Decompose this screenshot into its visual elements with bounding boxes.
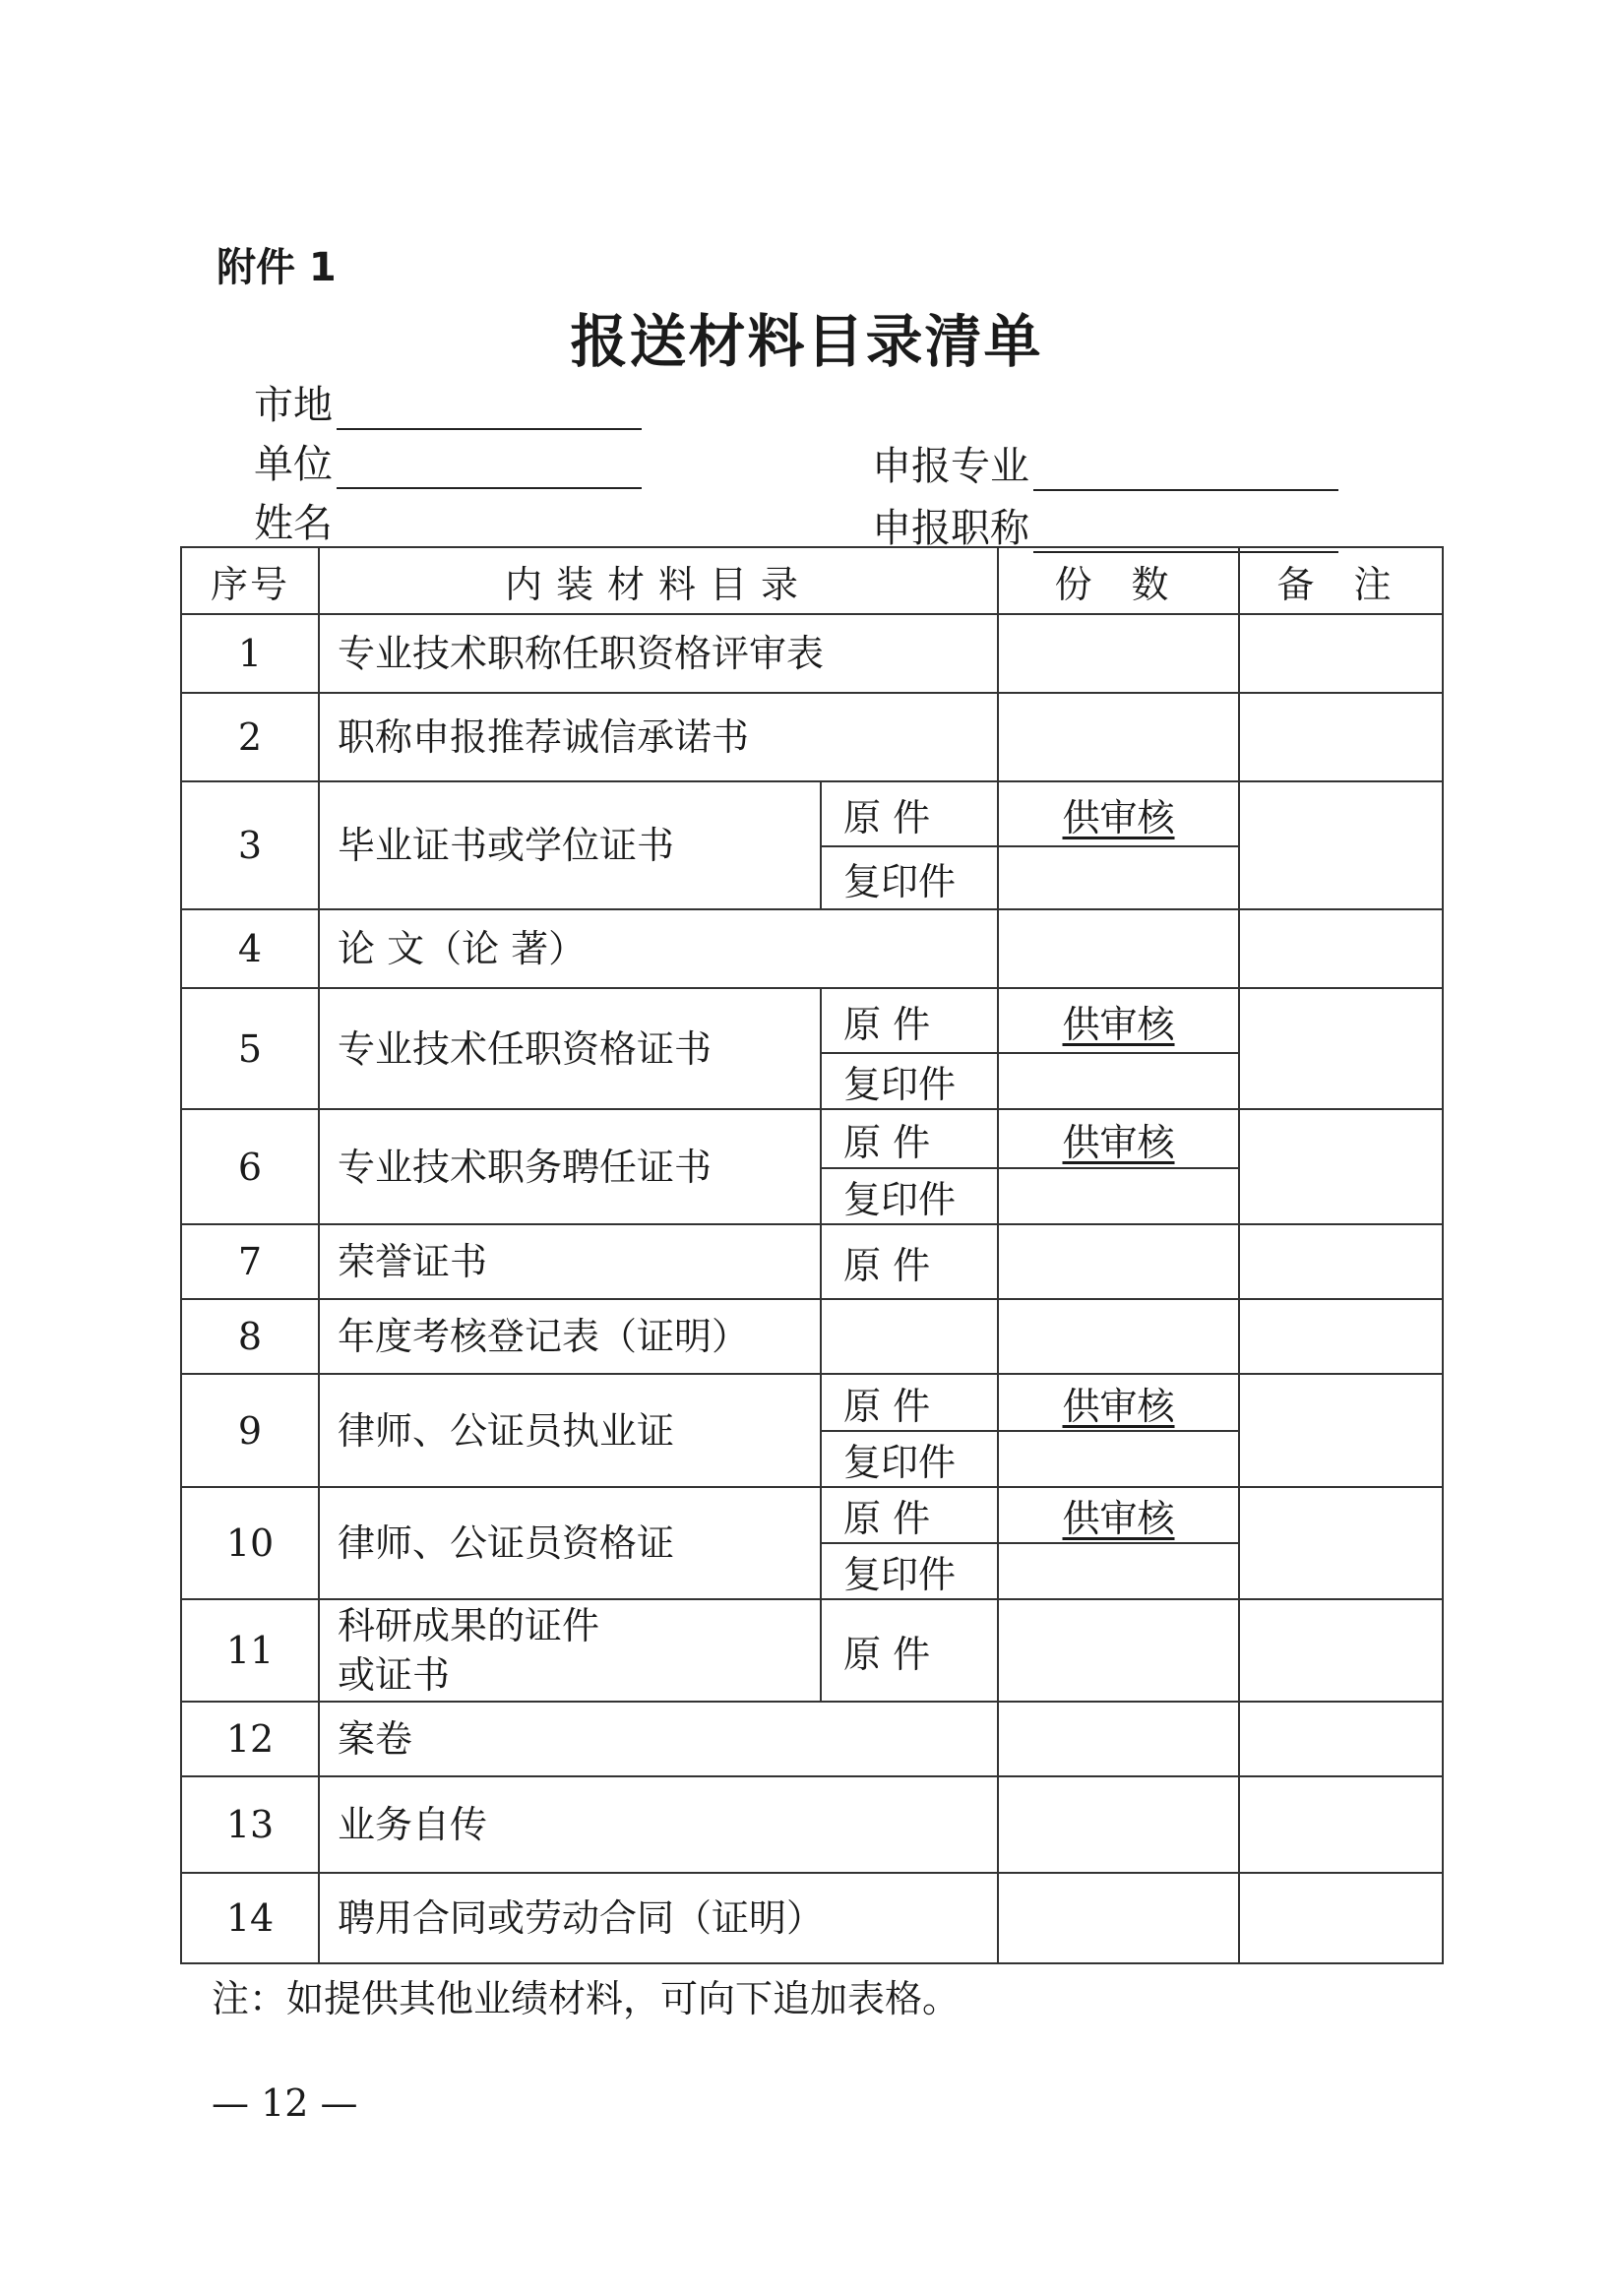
row-remarks <box>1239 988 1443 1109</box>
row-item: 专业技术任职资格证书 <box>319 988 821 1109</box>
row-copies <box>998 1431 1239 1487</box>
row-copies <box>998 1776 1239 1873</box>
name-field <box>254 492 642 548</box>
row-copies <box>998 1599 1239 1702</box>
table-row <box>181 909 1443 988</box>
row-seq: 1 <box>181 614 319 693</box>
row-copies <box>998 1168 1239 1224</box>
row-remarks <box>1239 1873 1443 1963</box>
row-copies-note <box>998 1374 1239 1431</box>
row-remarks <box>1239 1599 1443 1702</box>
table-row <box>181 1599 1443 1702</box>
row-original-label: 原 件 <box>821 1224 998 1299</box>
row-item: 毕业证书或学位证书 <box>319 781 821 909</box>
row-copies <box>998 1873 1239 1963</box>
row-seq: 5 <box>181 988 319 1109</box>
row-copies <box>998 1299 1239 1374</box>
row-remarks <box>1239 1224 1443 1299</box>
row-copies <box>998 1702 1239 1776</box>
row-remarks <box>1239 1299 1443 1374</box>
row-copy-label: 复印件 <box>821 1053 998 1109</box>
row-item: 职称申报推荐诚信承诺书 <box>319 693 998 781</box>
city-label: 市地 <box>254 383 333 428</box>
row-copy-label: 复印件 <box>821 1431 998 1487</box>
row-item: 业务自传 <box>319 1776 998 1873</box>
row-copies <box>998 909 1239 988</box>
row-item: 专业技术职务聘任证书 <box>319 1109 821 1224</box>
row-remarks <box>1239 909 1443 988</box>
table-row <box>181 1224 1443 1299</box>
row-remarks <box>1239 1776 1443 1873</box>
row-item-line-1: 科研成果的证件 <box>338 1604 600 1647</box>
row-remarks <box>1239 1487 1443 1599</box>
city-field <box>254 374 642 430</box>
name-label: 姓名 <box>254 501 333 546</box>
table-header-row <box>181 547 1443 614</box>
document-title: 报送材料目录清单 <box>570 308 1043 375</box>
row-seq: 10 <box>181 1487 319 1599</box>
header-contents: 内装材料目录 <box>319 547 998 614</box>
row-seq: 11 <box>181 1599 319 1702</box>
row-copies-note <box>998 1487 1239 1543</box>
row-copies <box>998 614 1239 693</box>
row-item: 律师、公证员执业证 <box>319 1374 821 1487</box>
review-note: 供审核 <box>1062 1384 1175 1428</box>
review-note: 供审核 <box>1062 1120 1175 1164</box>
unit-label: 单位 <box>254 442 333 487</box>
table-row <box>181 693 1443 781</box>
row-original-label: 原 件 <box>821 1599 998 1702</box>
table-note: 注：如提供其他业绩材料，可向下追加表格。 <box>212 1977 961 2020</box>
row-item: 论 文（论 著） <box>319 909 998 988</box>
row-remarks <box>1239 614 1443 693</box>
unit-field <box>254 433 642 489</box>
row-seq: 9 <box>181 1374 319 1487</box>
header-seq: 序号 <box>181 547 319 614</box>
row-remarks <box>1239 693 1443 781</box>
city-blank <box>337 381 642 430</box>
row-remarks <box>1239 781 1443 909</box>
row-remarks <box>1239 1702 1443 1776</box>
table-row <box>181 1299 1443 1374</box>
row-item <box>319 1599 821 1702</box>
row-seq: 14 <box>181 1873 319 1963</box>
row-seq: 12 <box>181 1702 319 1776</box>
row-seq: 7 <box>181 1224 319 1299</box>
row-item: 案卷 <box>319 1702 998 1776</box>
title-applied-label: 申报职称 <box>872 506 1029 551</box>
attachment-label: 附件 1 <box>217 245 337 290</box>
row-copies-note <box>998 781 1239 846</box>
review-note: 供审核 <box>1062 795 1175 839</box>
page-number: — 12 — <box>212 2081 358 2125</box>
table-row <box>181 1109 1443 1168</box>
row-item: 荣誉证书 <box>319 1224 821 1299</box>
row-item: 专业技术职称任职资格评审表 <box>319 614 998 693</box>
table-row <box>181 1702 1443 1776</box>
table-row <box>181 988 1443 1053</box>
row-copy-label: 复印件 <box>821 1168 998 1224</box>
table-row <box>181 1374 1443 1431</box>
major-label: 申报专业 <box>872 444 1029 489</box>
table-row <box>181 614 1443 693</box>
row-original-label: 原 件 <box>821 1487 998 1543</box>
row-remarks <box>1239 1109 1443 1224</box>
review-note: 供审核 <box>1062 1497 1175 1540</box>
row-copies <box>998 693 1239 781</box>
materials-table <box>180 546 1444 1964</box>
row-copies <box>998 846 1239 909</box>
name-blank <box>337 499 642 548</box>
table-row <box>181 1873 1443 1963</box>
table-row <box>181 1487 1443 1543</box>
row-seq: 8 <box>181 1299 319 1374</box>
row-seq: 4 <box>181 909 319 988</box>
row-seq: 13 <box>181 1776 319 1873</box>
table-row <box>181 781 1443 846</box>
row-item: 律师、公证员资格证 <box>319 1487 821 1599</box>
table-row <box>181 1776 1443 1873</box>
row-remarks <box>1239 1374 1443 1487</box>
row-copies <box>998 1224 1239 1299</box>
row-seq: 3 <box>181 781 319 909</box>
row-copy-label: 复印件 <box>821 1543 998 1599</box>
row-seq: 2 <box>181 693 319 781</box>
row-original-label: 原 件 <box>821 781 998 846</box>
row-seq: 6 <box>181 1109 319 1224</box>
major-field <box>872 435 1338 491</box>
row-original-label: 原 件 <box>821 1374 998 1431</box>
header-remarks: 备 注 <box>1239 547 1443 614</box>
row-kind-empty <box>821 1299 998 1374</box>
row-copies-note <box>998 988 1239 1053</box>
row-original-label: 原 件 <box>821 1109 998 1168</box>
row-item: 聘用合同或劳动合同（证明） <box>319 1873 998 1963</box>
major-blank <box>1033 442 1338 491</box>
row-item: 年度考核登记表（证明） <box>319 1299 821 1374</box>
title-applied-field <box>872 497 1338 553</box>
row-copy-label: 复印件 <box>821 846 998 909</box>
row-item-line-2: 或证书 <box>338 1653 451 1697</box>
header-copies: 份 数 <box>998 547 1239 614</box>
unit-blank <box>337 440 642 489</box>
row-copies <box>998 1543 1239 1599</box>
row-original-label: 原 件 <box>821 988 998 1053</box>
row-copies <box>998 1053 1239 1109</box>
row-copies-note <box>998 1109 1239 1168</box>
review-note: 供审核 <box>1062 1002 1175 1046</box>
